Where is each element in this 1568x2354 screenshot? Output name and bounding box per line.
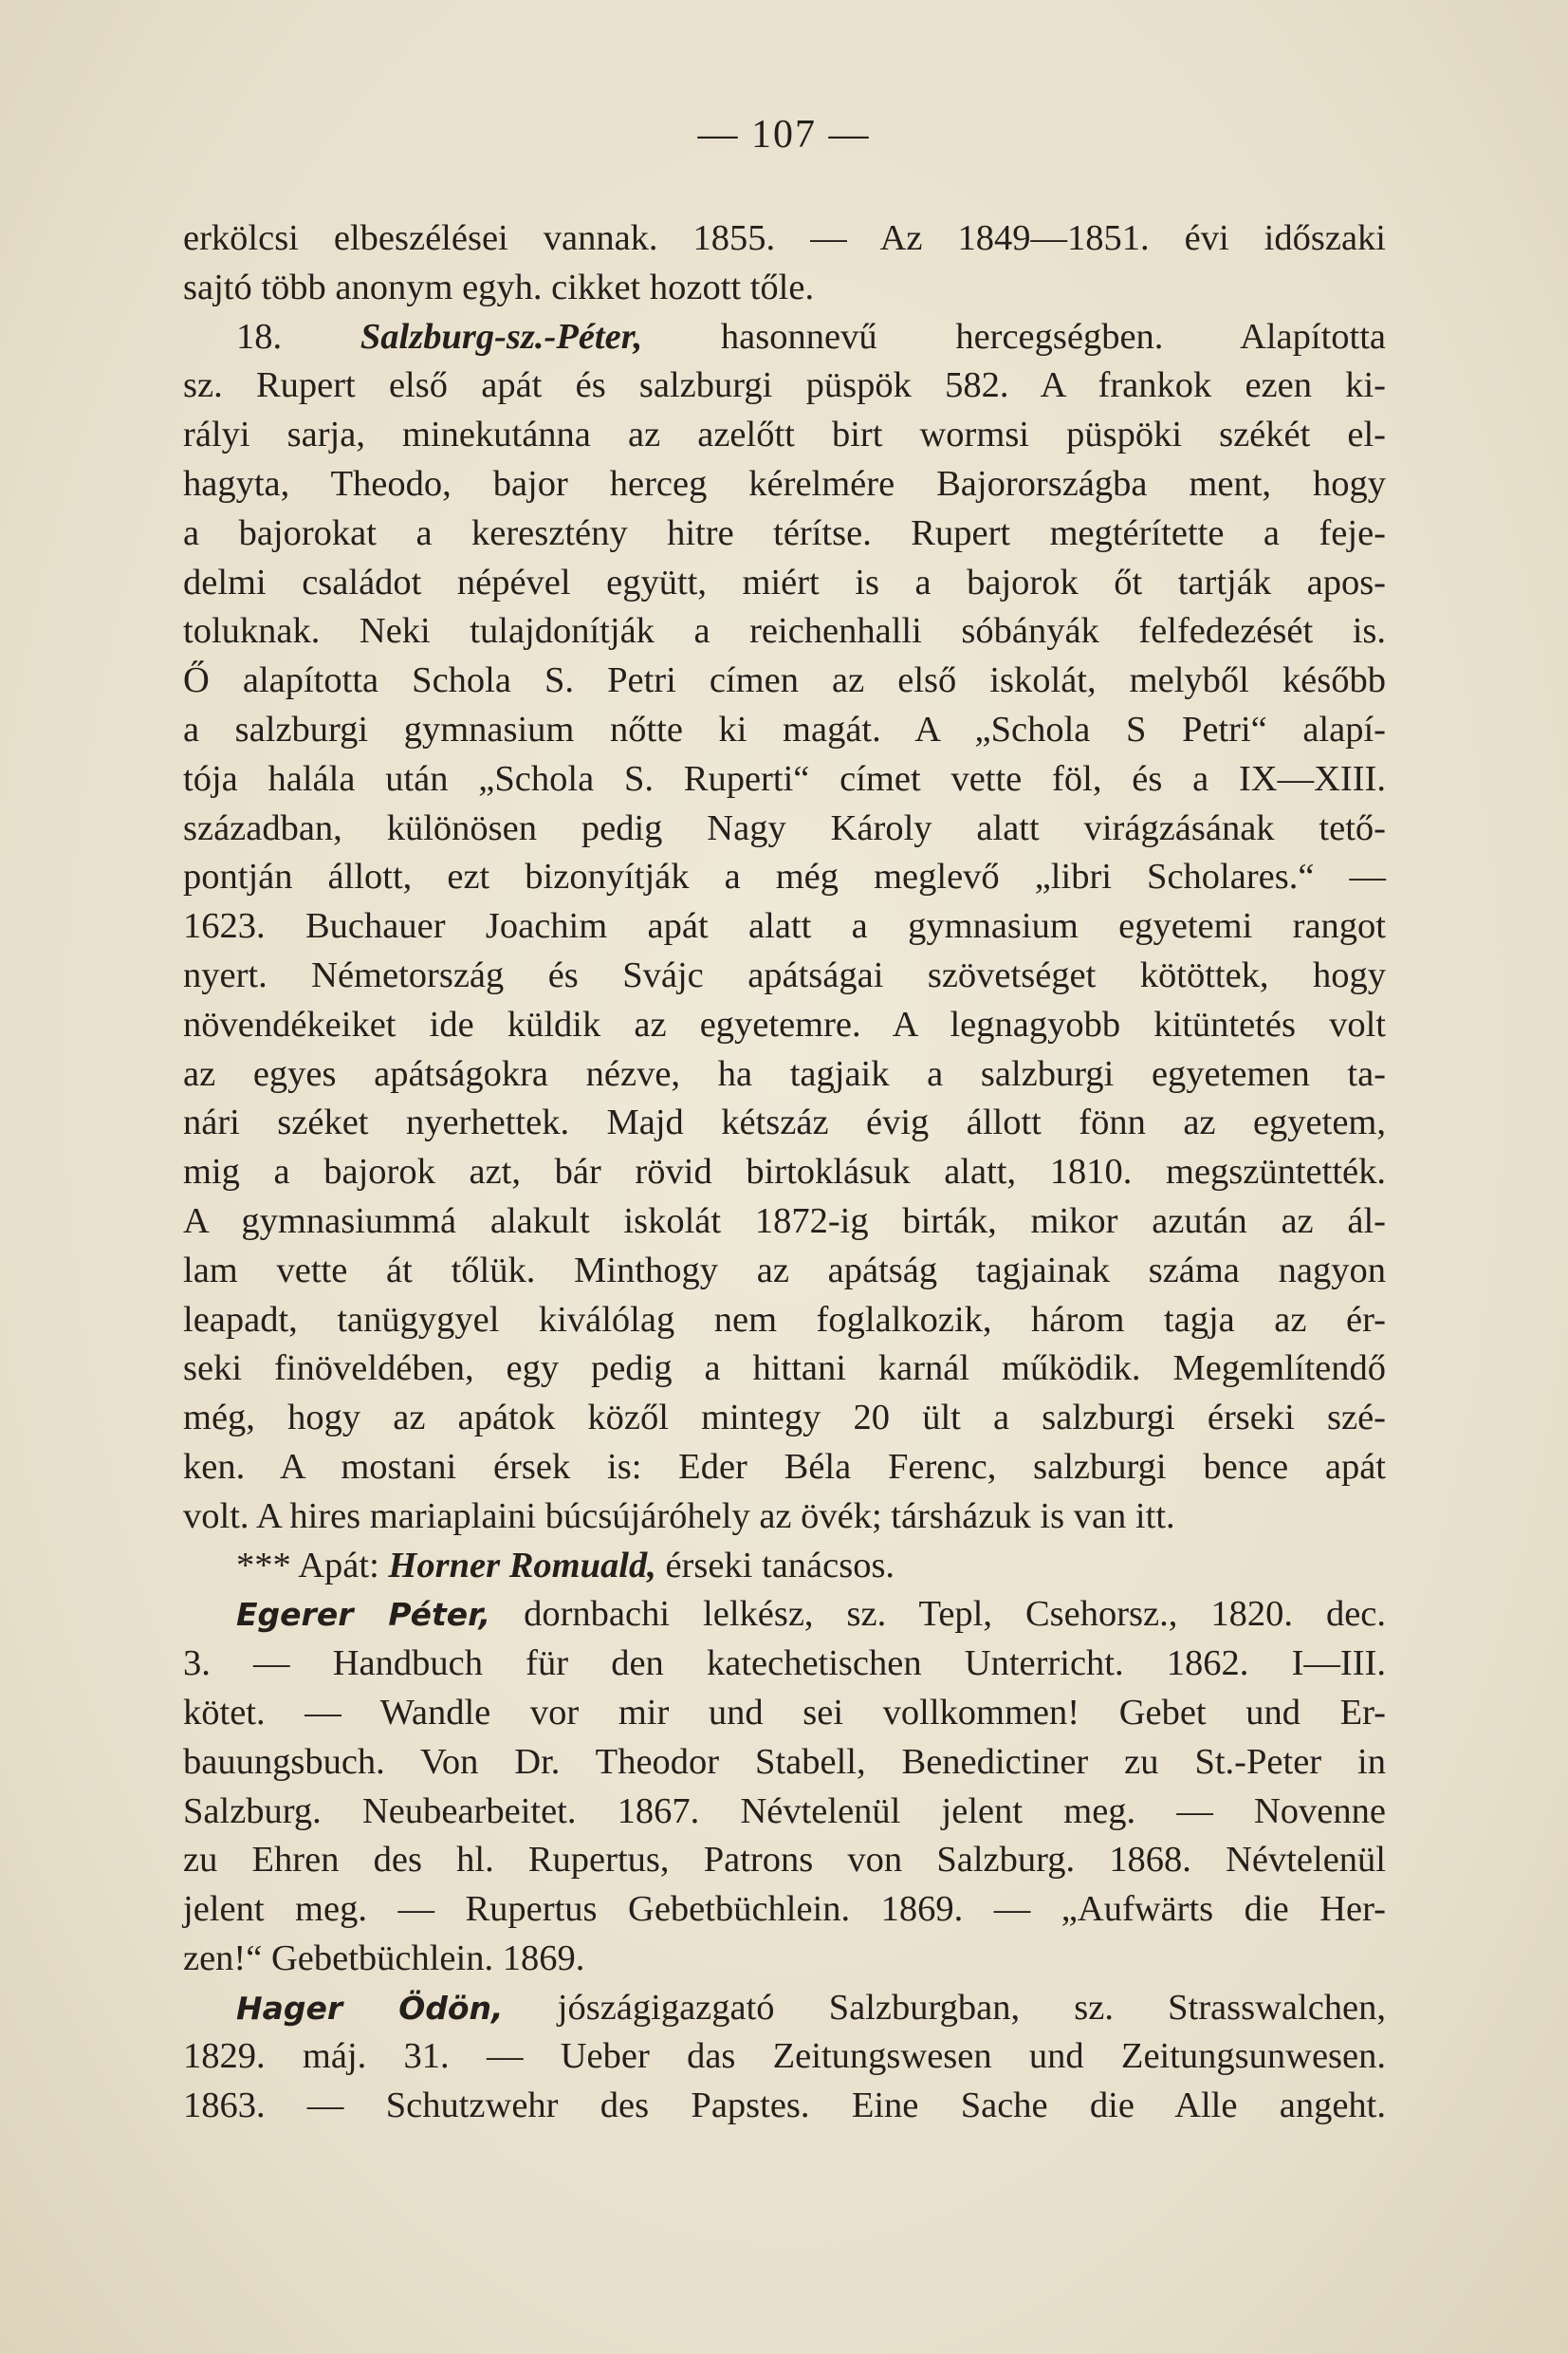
text-run: leapadt, tanügygyel kiválólag nem foglalkozik, három tagja az ér- <box>183 1299 1386 1340</box>
text-run: a bajorokat a keresztény hitre térítse. Rupert megtérítette a feje- <box>183 512 1386 553</box>
text-line <box>183 1984 1386 2033</box>
text-line <box>183 2032 1386 2082</box>
text-run: sajtó több anonym egyh. cikket hozott tőle. <box>183 267 815 307</box>
text-line <box>183 1394 1386 1443</box>
text-line <box>183 607 1386 657</box>
text-line <box>183 1197 1386 1247</box>
text-line <box>183 1935 1386 1984</box>
text-run: században, különösen pedig Nagy Károly alatt virágzásának tető- <box>183 807 1386 848</box>
text-line <box>183 1148 1386 1197</box>
text-run: A gymnasiummá alakult iskolát 1872-ig birták, mikor azután az ál- <box>183 1200 1386 1241</box>
text-run: a salzburgi gymnasium nőtte ki magát. A „Schola S Petri“ alapí- <box>183 709 1386 750</box>
text-run: sz. Rupert első apát és salzburgi püspök 582. A frankok ezen ki- <box>183 365 1386 406</box>
text-line <box>183 1542 1386 1591</box>
text-line <box>183 1099 1386 1148</box>
text-line <box>183 1885 1386 1935</box>
text-run: zen!“ Gebetbüchlein. 1869. <box>183 1937 585 1978</box>
body-text <box>183 214 1386 2131</box>
text-run: erkölcsi elbeszélései vannak. 1855. — Az 1849—1851. évi időszaki <box>183 218 1386 258</box>
text-run: Salzburg. Neubearbeitet. 1867. Névtelenül jelent meg. — Novenne <box>183 1790 1386 1831</box>
text-run: zu Ehren des hl. Rupertus, Patrons von Salzburg. 1868. Névtelenül <box>183 1840 1386 1881</box>
text-line <box>183 1590 1386 1640</box>
text-line <box>183 853 1386 902</box>
text-run: hasonnevű hercegségben. Alapította <box>642 316 1386 357</box>
text-line <box>183 1788 1386 1837</box>
text-run: lam vette át tőlük. Minthogy az apátság tagjainak száma nagyon <box>183 1250 1386 1290</box>
text-run: érseki tanácsos. <box>655 1545 895 1585</box>
text-line <box>183 460 1386 510</box>
text-line <box>183 313 1386 362</box>
text-run: az egyes apátságokra nézve, ha tagjaik a salzburgi egyetemen ta- <box>183 1053 1386 1094</box>
text-line <box>183 952 1386 1001</box>
text-run: bauungsbuch. Von Dr. Theodor Stabell, Benedictiner zu St.-Peter in <box>183 1741 1386 1782</box>
text-line <box>183 706 1386 755</box>
text-run: rályi sarja, minekutánna az azelőtt birt wormsi püspöki székét el- <box>183 415 1386 455</box>
text-line <box>183 361 1386 411</box>
text-line <box>183 264 1386 313</box>
text-run: pontján állott, ezt bizonyítják a még meglevő „libri Scholares.“ — <box>183 857 1386 898</box>
text-run: Ő alapította Schola S. Petri címen az első iskolát, melyből később <box>183 660 1386 701</box>
text-run: 1623. Buchauer Joachim apát alatt a gymnasium egyetemi rangot <box>183 906 1386 947</box>
text-run: ken. A mostani érsek is: Eder Béla Ferenc, salzburgi bence apát <box>183 1446 1386 1487</box>
text-line <box>183 411 1386 460</box>
text-line <box>183 805 1386 854</box>
text-line <box>183 2082 1386 2131</box>
text-run: még, hogy az apátok közől mintegy 20 ült a salzburgi érseki szé- <box>183 1398 1386 1438</box>
text-run: hagyta, Theodo, bajor herceg kérelmére Bajorországba ment, hogy <box>183 463 1386 504</box>
text-line <box>183 214 1386 264</box>
text-run: *** Apát: <box>236 1545 389 1585</box>
text-run: delmi családot népével együtt, miért is a bajorok őt tartják apos- <box>183 562 1386 602</box>
text-run: mig a bajorok azt, bár rövid birtoklásuk alatt, 1810. megszüntették. <box>183 1152 1386 1193</box>
text-run: jelent meg. — Rupertus Gebetbüchlein. 1869. — „Aufwärts die Her- <box>183 1889 1386 1930</box>
text-run: kötet. — Wandle vor mir und sei vollkommen! Gebet und Er- <box>183 1692 1386 1733</box>
text-run: 1863. — Schutzwehr des Papstes. Eine Sache die Alle angeht. <box>183 2085 1386 2126</box>
text-line <box>183 1001 1386 1050</box>
text-run: toluknak. Neki tulajdonítják a reichenhalli sóbányák felfedezését is. <box>183 611 1386 652</box>
text-line <box>183 1344 1386 1394</box>
text-line <box>183 1640 1386 1689</box>
text-line <box>183 1492 1386 1542</box>
text-line <box>183 902 1386 952</box>
text-line <box>183 755 1386 805</box>
text-line <box>183 1689 1386 1738</box>
text-line <box>183 657 1386 706</box>
text-run: nári széket nyerhettek. Majd kétszáz évig állott fönn az egyetem, <box>183 1103 1386 1143</box>
text-run: volt. A hires mariaplaini búcsújáróhely az övék; társházuk is van itt. <box>183 1495 1175 1536</box>
page-number: — 107 — <box>697 113 871 157</box>
text-run: dornbachi lelkész, sz. Tepl, Csehorsz., 1820. dec. <box>490 1594 1387 1635</box>
text-line <box>183 1443 1386 1492</box>
text-line <box>183 1050 1386 1100</box>
entry-name: Egerer Péter, <box>236 1596 491 1634</box>
text-line <box>183 559 1386 608</box>
entry-name: Hager Ödön, <box>236 1989 504 2027</box>
text-line <box>183 1296 1386 1345</box>
text-line <box>183 1738 1386 1788</box>
text-run: seki finöveldében, egy pedig a hittani karnál működik. Megemlítendő <box>183 1348 1386 1389</box>
text-line <box>183 510 1386 559</box>
text-run: 1829. máj. 31. — Ueber das Zeitungswesen und Zeitungsunwesen. <box>183 2036 1386 2077</box>
text-run: 3. — Handbuch für den katechetischen Unterricht. 1862. I—III. <box>183 1643 1386 1684</box>
text-run: 18. <box>236 316 360 357</box>
text-line <box>183 1836 1386 1885</box>
text-line <box>183 1247 1386 1296</box>
text-run: nyert. Németország és Svájc apátságai szövetséget kötöttek, hogy <box>183 955 1386 995</box>
emphasized-name: Salzburg-sz.-Péter, <box>360 316 643 357</box>
emphasized-name: Horner Romuald, <box>388 1545 656 1585</box>
text-run: jószágigazgató Salzburgban, sz. Strasswalchen, <box>503 1987 1386 2028</box>
text-run: növendékeiket ide küldik az egyetemre. A legnagyobb kitüntetés volt <box>183 1004 1386 1045</box>
text-run: tója halála után „Schola S. Ruperti“ címet vette föl, és a IX—XIII. <box>183 758 1386 799</box>
